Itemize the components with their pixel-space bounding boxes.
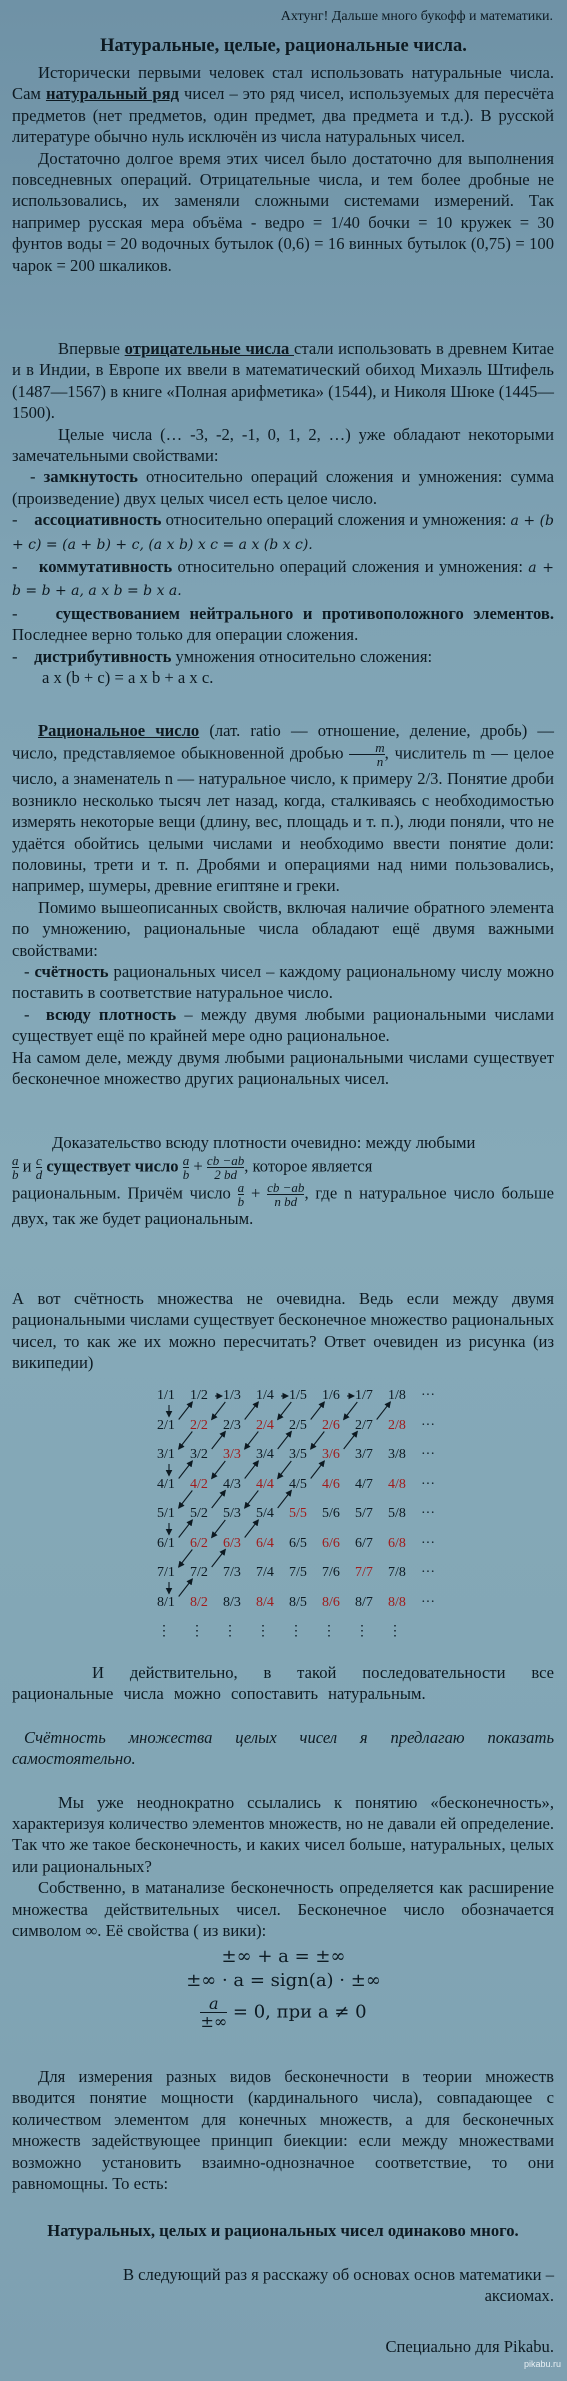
- diagram-cell: 5/4: [256, 1506, 274, 1521]
- diagram-cell: ⋮: [157, 1624, 171, 1639]
- denominator: b: [12, 1167, 19, 1182]
- rational-section: [12, 720, 554, 1090]
- diagram-cell: 4/6: [322, 1476, 340, 1492]
- term-associativity: ассоциативность: [34, 510, 162, 530]
- term-density: всюду плотность: [45, 1004, 177, 1024]
- diagram-cell: 2/6: [322, 1417, 340, 1433]
- denominator: b: [182, 1167, 190, 1182]
- denominator: ±∞: [200, 2012, 228, 2031]
- diagram-cell: 7/5: [289, 1565, 307, 1580]
- warning-note: Ахтунг! Дальше много букофф и математики.: [280, 9, 553, 24]
- text: – между двумя любыми рациональными числами существует ещё по крайней мере одно рациональное.: [12, 1004, 554, 1046]
- diagram-cell: 6/4: [256, 1535, 274, 1551]
- conclusion-paragraph-8: Специально для Pikabu.: [385, 2337, 554, 2356]
- diagram-cell: 8/3: [223, 1594, 241, 1610]
- conclusion-section: [12, 1662, 554, 1941]
- term-neutral-opposite: существованием нейтрального и противоположного элементов.: [55, 603, 554, 623]
- diagram-cell: ···: [421, 1417, 435, 1433]
- numerator: m: [375, 740, 385, 756]
- property-associativity: - ассоциативность относительно операций сложения и умножения: a + (b + c) = (a + b) + c, (a x b) x c = a x (b x c).: [12, 510, 555, 553]
- numerator: c: [36, 1153, 42, 1168]
- diagram-cell: 8/4: [256, 1594, 274, 1610]
- diagram-cell: 8/8: [388, 1594, 406, 1610]
- diagram-cell: 4/8: [388, 1476, 406, 1492]
- conclusion-paragraph-6: Натуральных, целых и рациональных чисел одинаково много.: [47, 2221, 519, 2240]
- numerator: cb −ab: [267, 1180, 305, 1195]
- diagram-cell: 4/2: [190, 1476, 208, 1492]
- diagram-cell: 1/4: [256, 1388, 274, 1403]
- proof-line-1: Доказательство всюду плотности очевидно: между любыми: [52, 1133, 476, 1152]
- cantor-diagonal-diagram: [157, 1386, 447, 1656]
- conclusion-paragraph-7: В следующий раз я расскажу об основах основ математики – аксиомах.: [122, 2265, 554, 2306]
- diagram-cell: 4/5: [289, 1476, 307, 1492]
- denominator: d: [35, 1167, 43, 1182]
- term-closure: замкнутость: [43, 467, 138, 487]
- final-statement: [12, 2220, 554, 2241]
- diagram-cell: 1/7: [355, 1388, 373, 1403]
- text: стали использовать в древнем Китае и в Индии, в Европе их ввели в математический обиход Михаэль Штифель (1487—1567) в книге «Полная арифметика» (1544), и Николя Шюке (1445—1500).: [12, 339, 555, 423]
- diagram-cell: ···: [421, 1594, 435, 1610]
- diagram-cell: 7/1: [157, 1565, 175, 1580]
- diagram-cell: 1/3: [223, 1388, 241, 1403]
- diagram-cell: 8/1: [157, 1594, 175, 1610]
- source-watermark: pikabu.ru: [523, 2358, 561, 2369]
- numerator: a: [209, 1994, 219, 2013]
- diagram-cell: 6/5: [289, 1535, 307, 1551]
- diagram-cell: 5/3: [223, 1506, 241, 1521]
- diagram-cell: ⋮: [322, 1624, 336, 1639]
- distributivity-formula: a x (b + c) = a x b + a x c.: [42, 668, 214, 688]
- conclusion-paragraph-5: Для измерения разных видов бесконечности в теории множеств вводится понятие мощности (кардинального числа), совпадающее с количеством элементом для конечных множеств, а для бесконечных множеств задействующее принцип биекции: если между множествами возможно установить взаимно-однозначное соответствие, то они равномощны. То есть:: [12, 2067, 554, 2194]
- denominator: n bd: [267, 1194, 304, 1208]
- diagram-cell: 4/7: [355, 1476, 373, 1492]
- diagram-cell: 4/1: [157, 1476, 175, 1492]
- term-negative-numbers: отрицательные числа: [124, 339, 295, 358]
- diagram-cell: 4/3: [223, 1476, 241, 1492]
- conclusion-paragraph-1: И действительно, в такой последовательности все рациональные числа можно сопоставить натуральным.: [12, 1663, 554, 1704]
- property-density: - всюду плотность – между двумя любыми рациональными числами существует ещё по крайней мере одно рациональное.: [12, 1004, 554, 1046]
- diagram-cell: ···: [421, 1506, 435, 1521]
- page-title: Натуральные, целые, рациональные числа.: [100, 36, 467, 56]
- term-rational-number: Рациональное число: [38, 721, 200, 740]
- diagram-cell: 3/1: [157, 1447, 175, 1462]
- natural-section: [12, 62, 554, 276]
- fraction-m-n: [349, 741, 384, 768]
- text: Впервые: [58, 339, 125, 358]
- diagram-cell: ⋮: [355, 1624, 369, 1639]
- fraction-a-b-small: [183, 1154, 190, 1181]
- term-commutativity: коммутативность: [38, 557, 173, 577]
- text: существует число: [42, 1156, 183, 1176]
- diagram-cell: 3/8: [388, 1447, 406, 1462]
- natural-paragraph-2: Достаточно долгое время этих чисел было достаточно для выполнения повседневных операций. Отрицательные числа, и тем более дробные не использовались, их заменяли сложными системами измерений. Так например русская мера объёма - ведро = 1/40 бочки = 10 кружек = 30 фунтов воды = 20 водочных бутылок (0,6) = 16 винных бутылок (0,75) = 100 чарок = 200 шкаликов.: [12, 148, 554, 275]
- text: Последнее верно только для операции сложения.: [12, 625, 359, 645]
- rational-paragraph-3: На самом деле, между двумя любыми рациональными числами существует бесконечное множество других рациональных чисел.: [12, 1047, 554, 1089]
- diagram-cell: ···: [421, 1447, 435, 1462]
- diagram-cell: 4/4: [256, 1476, 274, 1492]
- diagram-cell: ⋮: [289, 1624, 303, 1639]
- countability-question: [12, 1288, 554, 1374]
- diagram-cell: 3/6: [322, 1447, 340, 1462]
- diagram-cell: 2/4: [256, 1417, 274, 1433]
- diagram-cell: ⋮: [190, 1624, 204, 1639]
- property-countability: - счётность рациональных чисел – каждому рациональному числу можно поставить в соответствие натуральное число.: [12, 962, 554, 1003]
- numerator: a: [237, 1180, 245, 1195]
- diagram-cell: 6/3: [223, 1535, 241, 1551]
- diagram-cell: 3/5: [289, 1447, 307, 1462]
- infinity-formula-2: ±∞ · a = sign(a) · ±∞: [186, 1970, 381, 1991]
- diagram-cell: 8/2: [190, 1594, 208, 1610]
- diagram-cell: 1/5: [289, 1388, 307, 1403]
- text: относительно операций сложения и умножения:: [161, 510, 511, 530]
- formula-rest: = 0, при a ≠ 0: [232, 2001, 367, 2023]
- integers-section: [12, 338, 554, 689]
- text: (лат. ratio — отношение, деление, дробь) — число, представляемое обыкновенной дробью: [12, 721, 554, 763]
- diagram-cell: 3/3: [223, 1447, 241, 1462]
- diagram-cell: ⋮: [256, 1624, 270, 1639]
- term-distributivity: дистрибутивность: [34, 646, 172, 666]
- proof-line-2: $\frac{a}{b}$ и $\frac{c}{d}$ существует число $\frac{a}{b}$ + $\frac{cb -ab}{2 bd}$ , которое является: [12, 1153, 373, 1182]
- diagram-cell: ⋮: [223, 1624, 237, 1639]
- diagram-cell: 5/2: [190, 1506, 208, 1521]
- diagram-cell: 8/6: [322, 1594, 340, 1610]
- fraction-a-b-2: [238, 1181, 245, 1208]
- text: и: [18, 1156, 36, 1176]
- diagram-cell: 2/1: [157, 1417, 175, 1433]
- diagram-cell: 1/8: [388, 1388, 406, 1403]
- text: умножения относительно сложения:: [171, 646, 433, 666]
- text: чисел – это ряд чисел, используемых для пересчёта предметов (нет предметов, один предмет, два предмета и т.д.). В русской литературе обычно нуль исключён из числа натуральных чисел.: [12, 84, 554, 147]
- property-commutativity: - коммутативность относительно операций сложения и умножения: a + b = b + a, a x b = b x a.: [12, 557, 555, 600]
- diagram-cell: 2/8: [388, 1417, 406, 1433]
- diagram-cell: 6/1: [157, 1535, 175, 1551]
- formula: a + b = b + a, a x b = b x a.: [12, 560, 555, 600]
- formula: a + (b + c) = (a + b) + c, (a x b) x c = a x (b x c).: [12, 513, 555, 553]
- term-natural-series: натуральный ряд: [45, 84, 180, 104]
- diagram-cell: 7/7: [355, 1565, 373, 1580]
- diagram-cell: ···: [421, 1535, 435, 1551]
- conclusion-paragraph-4: Собственно, в матанализе бесконечность определяется как расширение множества действительных чисел. Бесконечное число обозначается символом ∞. Её свойства ( из вики):: [12, 1878, 554, 1941]
- diagram-cell: 6/8: [388, 1535, 406, 1551]
- diagram-cell: 3/7: [355, 1447, 373, 1462]
- term-countability: счётность: [34, 962, 109, 982]
- text: относительно операций сложения и умножения: сумма (произведение) двух целых чисел есть целое число.: [12, 467, 554, 508]
- property-closure: - замкнутость относительно операций сложения и умножения: сумма (произведение) двух целых чисел есть целое число.: [12, 467, 554, 508]
- rational-paragraph-1: [12, 720, 554, 897]
- diagram-cell: 5/5: [289, 1506, 307, 1521]
- text: рациональным. Причём число: [12, 1183, 238, 1203]
- infinity-formula-3: [0, 1995, 567, 2030]
- integers-paragraph-2: Целые числа (… -3, -2, -1, 0, 1, 2, …) уже обладают некоторыми замечательными свойствами:: [12, 424, 554, 466]
- denominator: 2 bd: [207, 1167, 244, 1181]
- diagram-cell: 8/5: [289, 1594, 307, 1610]
- diagram-cell: 1/1: [157, 1388, 175, 1403]
- text: относительно операций сложения и умножения:: [172, 557, 529, 577]
- denominator: n: [349, 754, 384, 768]
- diagram-cell: 2/5: [289, 1417, 307, 1433]
- diagram-cell: 2/3: [223, 1417, 241, 1433]
- diagram-cell: 5/6: [322, 1506, 340, 1521]
- diagram-cell: 7/2: [190, 1565, 208, 1580]
- exercise-note: Счётность множества целых чисел я предлагаю показать самостоятельно.: [12, 1727, 554, 1769]
- property-neutral: - существованием нейтрального и противоположного элементов. Последнее верно только для операции сложения.: [12, 603, 554, 645]
- diagram-cell: 7/4: [256, 1565, 274, 1580]
- diagram-cell: 3/2: [190, 1447, 208, 1462]
- denominator: b: [237, 1194, 245, 1209]
- diagram-cell: ⋮: [388, 1624, 402, 1639]
- rational-paragraph-2: Помимо вышеописанных свойств, включая наличие обратного элемента по умножению, рациональные числа обладают ещё двумя важными свойствами:: [12, 897, 554, 960]
- diagram-cell: 1/2: [190, 1388, 208, 1403]
- diagram-cell: 7/3: [223, 1565, 241, 1580]
- fraction-a-infinity: [200, 1995, 227, 2030]
- diagram-cell: 5/1: [157, 1506, 175, 1521]
- numerator: a: [12, 1153, 19, 1168]
- diagram-cell: 7/6: [322, 1565, 340, 1580]
- diagram-cell: ···: [421, 1388, 435, 1403]
- proof-section: [12, 1132, 554, 1230]
- diagram-cell: 2/2: [190, 1417, 208, 1433]
- diagram-cell: 6/6: [322, 1535, 340, 1551]
- diagram-cell: 5/7: [355, 1506, 373, 1521]
- text: , где n натуральное число больше двух, так же будет рациональным.: [12, 1183, 554, 1228]
- diagram-cell: 6/2: [190, 1535, 208, 1551]
- rational-paragraph-4: А вот счётность множества не очевидна. Ведь если между двумя рациональными числами существует бесконечное множество рациональных чисел, то как же их можно пересчитать? Ответ очевиден из рисунка (из википедии): [12, 1289, 554, 1373]
- fraction-half-difference: [207, 1154, 244, 1181]
- next-time-note: [12, 2264, 554, 2307]
- diagram-cell: 8/7: [355, 1594, 373, 1610]
- signature: [12, 2336, 554, 2357]
- numerator: cb −ab: [206, 1153, 245, 1168]
- diagram-cell: ···: [421, 1476, 435, 1492]
- integers-paragraph-1: [12, 338, 554, 424]
- property-distributivity: - дистрибутивность умножения относительно сложения:: [12, 646, 433, 666]
- text: рациональных чисел – каждому рациональному числу можно поставить в соответствие натуральное число.: [12, 962, 554, 1003]
- diagram-cell: 3/4: [256, 1447, 274, 1462]
- numerator: a: [182, 1153, 190, 1168]
- diagram-cell: 5/8: [388, 1506, 406, 1521]
- diagram-cell: 1/6: [322, 1388, 340, 1403]
- conclusion-paragraph-3: Мы уже неоднократно ссылались к понятию «бесконечность», характеризуя количество элементов множеств, но не давали ей определение. Так что же такое бесконечность, и каких чисел больше, натуральных, целых или рациональных?: [12, 1792, 554, 1876]
- proof-line-3: рациональным. Причём число $\frac{a}{b}$ + $\frac{cb -ab}{\text{n bd}}$ , где n натуральное число больше двух, так же будет рациональным.: [12, 1180, 554, 1228]
- text: , числитель m — целое число, а знаменатель n — натуральное число, к примеру 2/3. Понятие дроби возникло несколько тысяч лет назад, когда, сталкиваясь с необходимостью измерять некоторые вещи (длину, вес, площадь и т. п.), люди поняли, что не удаётся обойтись целыми числами и необходимо ввести понятие доли: половины, трети и т. п. Дробями и операциями над ними пользовались, например, шумеры, древние египтяне и греки.: [12, 743, 554, 896]
- diagram-cell: 7/8: [388, 1565, 406, 1580]
- cardinality-section: [12, 2066, 554, 2194]
- diagram-cell: 6/7: [355, 1535, 373, 1551]
- diagram-cell: 2/7: [355, 1417, 373, 1433]
- text: , которое является: [244, 1156, 373, 1176]
- diagram-cell: ···: [421, 1565, 435, 1580]
- fraction-n-difference: [267, 1181, 304, 1208]
- text: Исторически первыми человек стал использовать натуральные числа. Сам: [12, 63, 554, 104]
- natural-paragraph-1: [12, 62, 554, 148]
- infinity-formula-1: ±∞ + a = ±∞: [221, 1946, 346, 1967]
